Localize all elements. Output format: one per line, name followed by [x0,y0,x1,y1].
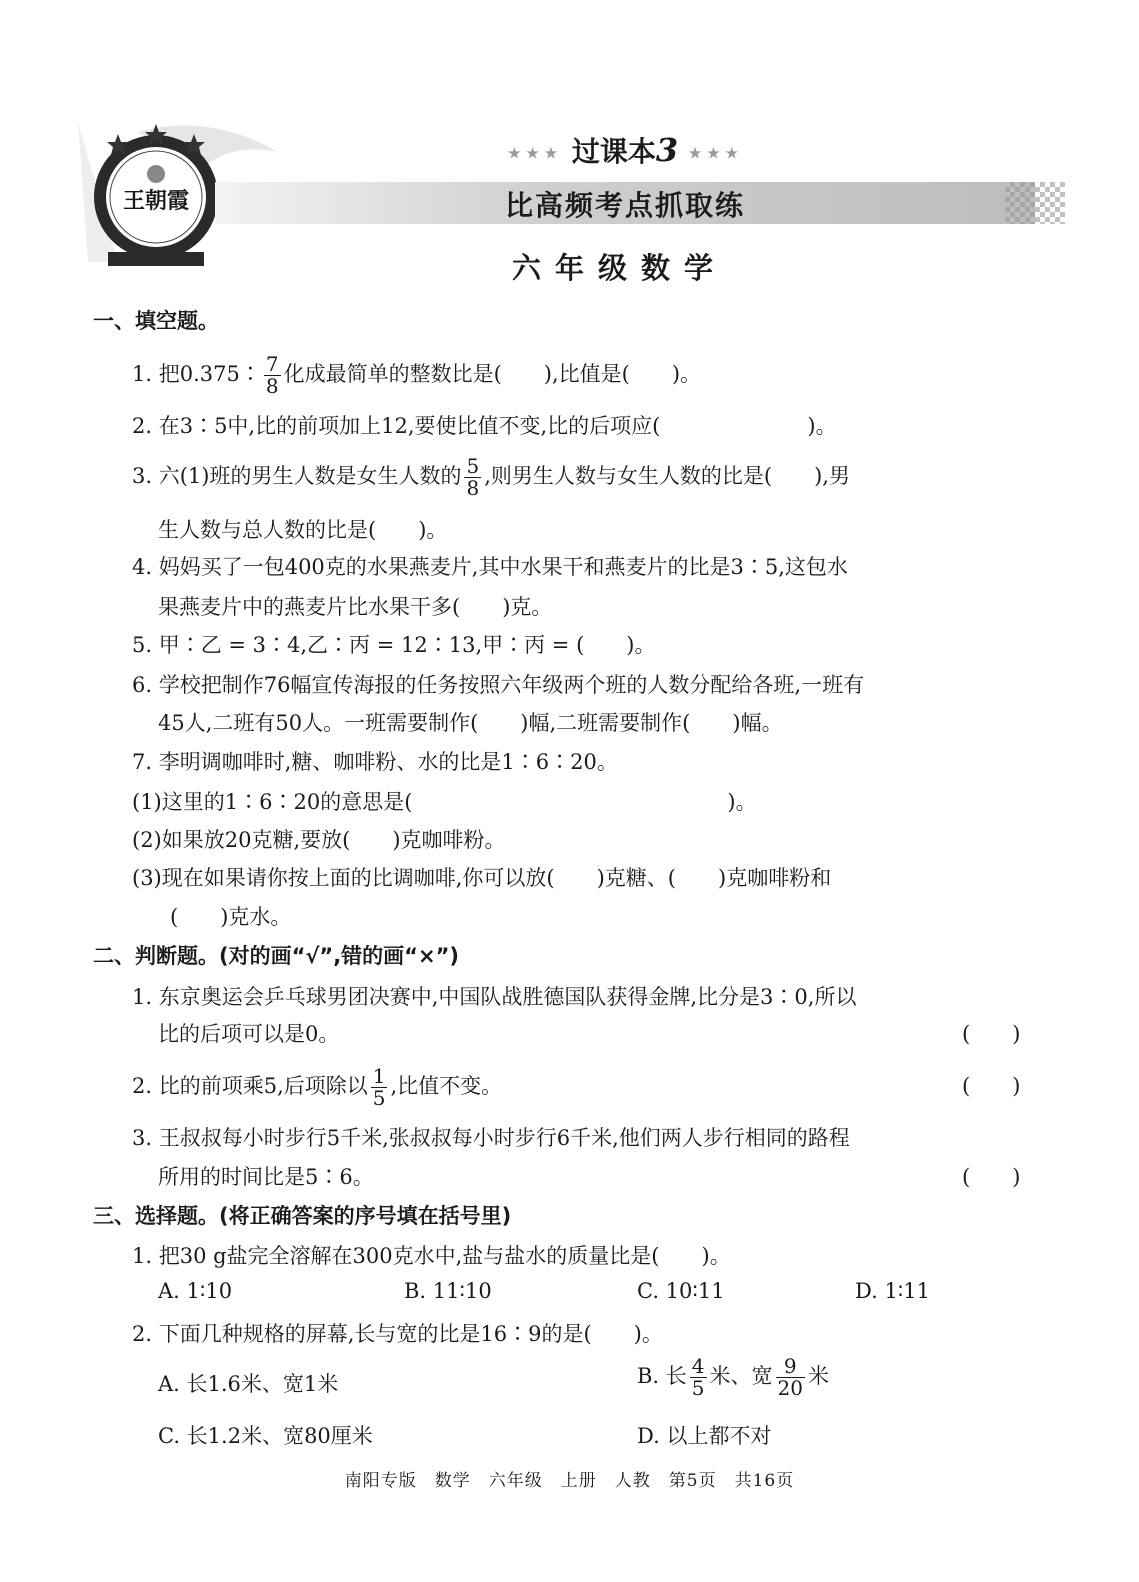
choice-1: 1. 把30 g盐完全溶解在300克水中,盐与盐水的质量比是( )。 [132,1244,731,1268]
opt-text: 米 [807,1364,829,1388]
opt-text: 米、宽 [709,1364,773,1388]
judge-3: 3. 王叔叔每小时步行5千米,张叔叔每小时步行6千米,他们两人步行相同的路程 [132,1126,850,1150]
question-4-cont: 果燕麦片中的燕麦片比水果干多( )克。 [158,595,553,619]
denominator: 5 [691,1376,705,1400]
judge-1-cont: 比的后项可以是0。 [158,1022,340,1046]
option-a: A. 1∶10 [158,1279,233,1303]
page-footer: 南阳专版 数学 六年级 上册 人教 第5页 共16页 [344,1471,795,1491]
band-title: 比高频考点抓取练 [504,189,745,222]
numerator: 7 [265,352,279,376]
q-text: 3. 六(1)班的男生人数是女生人数的 [132,464,462,488]
option-d: D. 以上都不对 [637,1424,772,1448]
denominator: 8 [265,374,279,398]
question-7-3-cont: ( )克水。 [170,905,292,929]
question-7-1: (1)这里的1∶6∶20的意思是( )。 [132,790,757,814]
question-7-3: (3)现在如果请你按上面的比调咖啡,你可以放( )克糖、( )克咖啡粉和 [132,866,832,890]
series-name: 过课本 [571,135,656,168]
q-text: 化成最简单的整数比是( ),比值是( )。 [283,362,702,386]
answer-bracket: ( ) [962,1165,1021,1189]
numerator: 5 [466,454,480,478]
numerator: 9 [783,1354,797,1378]
logo-text: 王朝霞 [122,188,189,214]
question-6: 6. 学校把制作76幅宣传海报的任务按照六年级两个班的人数分配给各班,一班有 [132,673,865,697]
q-text: 2. 比的前项乘5,后项除以 [132,1074,368,1098]
section-true-false: 二、判断题。(对的画“√”,错的画“×”) [93,944,459,968]
q-text: ,则男生人数与女生人数的比是( ),男 [484,464,850,488]
question-6-cont: 45人,二班有50人。一班需要制作( )幅,二班需要制作( )幅。 [158,711,783,735]
q-text: 1. 把0.375∶ [132,362,261,386]
question-1 [132,354,701,397]
star-icon: ★★★ [507,143,563,163]
opt-text: B. 长 [637,1364,687,1388]
section-fill-blank: 一、填空题。 [93,309,219,333]
choice-2: 2. 下面几种规格的屏幕,长与宽的比是16∶9的是( )。 [132,1322,663,1346]
judge-1: 1. 东京奥运会乒乓球男团决赛中,中国队战胜德国队获得金牌,比分是3∶0,所以 [132,985,857,1009]
denominator: 8 [466,476,480,500]
star-icon: ★★★ [687,143,743,163]
subject-title: 六年级数学 [511,251,727,285]
checker-pattern [1005,182,1065,224]
fraction [371,1066,388,1109]
denominator: 20 [777,1376,803,1400]
title-band [215,182,1035,224]
denominator: 5 [372,1086,386,1110]
option-d: D. 1∶11 [855,1279,930,1303]
option-c: C. 10∶11 [637,1279,725,1303]
numerator: 1 [372,1064,386,1088]
question-7-2: (2)如果放20克糖,要放( )克咖啡粉。 [132,828,506,852]
fraction [690,1356,707,1399]
judge-2 [132,1066,502,1109]
question-3-cont: 生人数与总人数的比是( )。 [158,518,448,542]
question-3 [132,456,850,499]
option-b [637,1356,829,1399]
numerator: 4 [691,1354,705,1378]
fraction [264,354,281,397]
answer-bracket: ( ) [962,1074,1021,1098]
answer-bracket: ( ) [962,1022,1021,1046]
series-number: 3 [655,131,679,169]
question-4: 4. 妈妈买了一包400克的水果燕麦片,其中水果干和燕麦片的比是3∶5,这包水 [132,555,848,579]
judge-3-cont: 所用的时间比是5∶6。 [158,1165,374,1189]
question-5: 5. 甲∶乙 = 3∶4,乙∶丙 = 12∶13,甲∶丙 = ( )。 [132,633,656,657]
question-7: 7. 李明调咖啡时,糖、咖啡粉、水的比是1∶6∶20。 [132,750,618,774]
option-c: C. 长1.2米、宽80厘米 [158,1424,373,1448]
option-b: B. 11∶10 [404,1279,492,1303]
fraction [464,456,481,499]
fraction [776,1356,805,1399]
q-text: ,比值不变。 [390,1074,503,1098]
question-2: 2. 在3∶5中,比的前项加上12,要使比值不变,比的后项应( )。 [132,414,837,438]
section-choice: 三、选择题。(将正确答案的序号填在括号里) [93,1204,512,1228]
series-title [500,130,750,170]
option-a: A. 长1.6米、宽1米 [158,1372,339,1396]
